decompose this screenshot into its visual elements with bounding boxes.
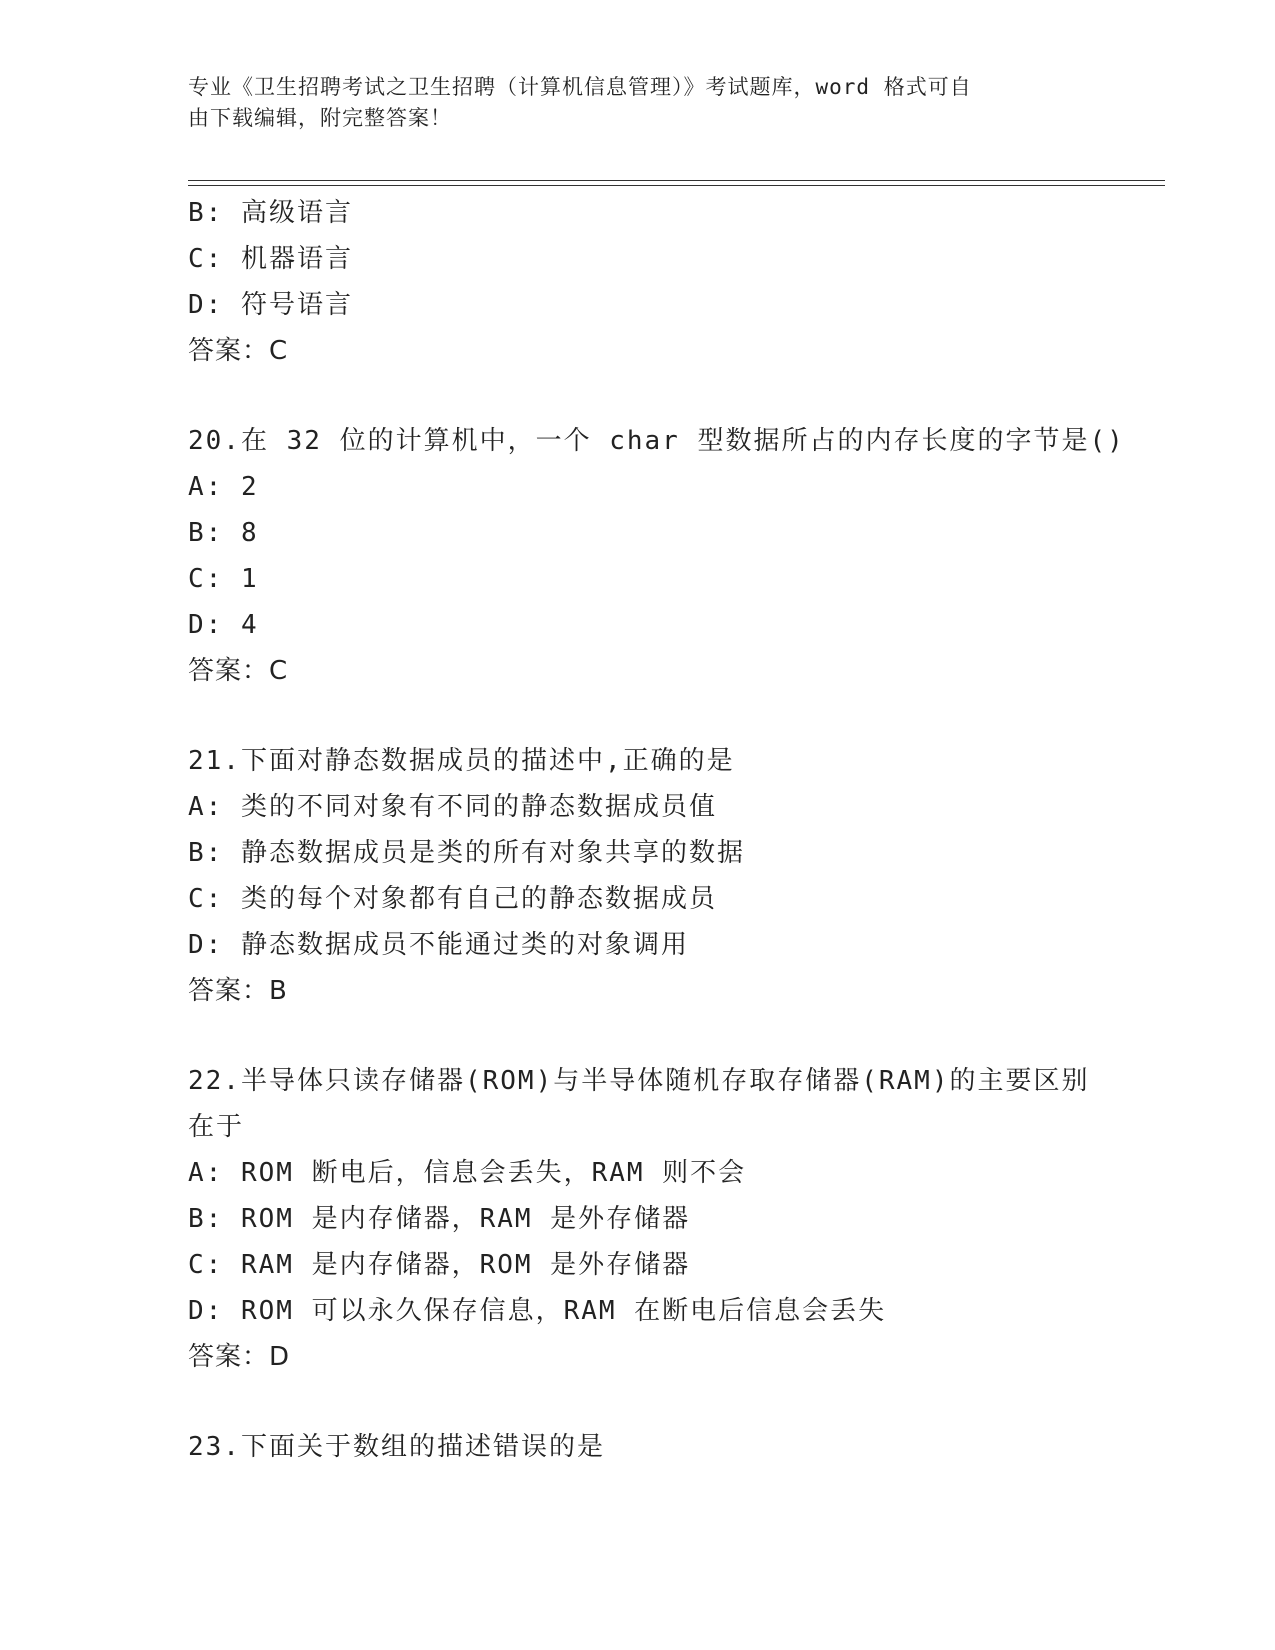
header-line-1: 专业《卫生招聘考试之卫生招聘（计算机信息管理）》考试题库，word 格式可自 bbox=[188, 75, 972, 99]
header-line-2: 由下载编辑，附完整答案！ bbox=[188, 106, 452, 130]
answer: 答案：D bbox=[188, 1342, 291, 1372]
option-b: B: ROM 是内存储器，RAM 是外存储器 bbox=[188, 1204, 691, 1234]
option-d: D: 静态数据成员不能通过类的对象调用 bbox=[188, 930, 689, 960]
option-b: B: 静态数据成员是类的所有对象共享的数据 bbox=[188, 838, 745, 868]
question-23 bbox=[188, 1424, 1088, 1470]
option-c: C: 1 bbox=[188, 564, 259, 594]
header-rule-bottom bbox=[188, 185, 1165, 186]
header-rule-top bbox=[188, 180, 1165, 181]
question-stem: 20.在 32 位的计算机中，一个 char 型数据所占的内存长度的字节是() bbox=[188, 426, 1125, 456]
option-b: B: 8 bbox=[188, 518, 259, 548]
answer: 答案：C bbox=[188, 656, 289, 686]
document-header bbox=[188, 72, 1068, 134]
question-stem-line-2: 在于 bbox=[188, 1112, 245, 1142]
option-b: B: 高级语言 bbox=[188, 198, 353, 228]
question-21 bbox=[188, 738, 1088, 1014]
question-20 bbox=[188, 418, 1125, 694]
option-d: D: 4 bbox=[188, 610, 259, 640]
question-stem-line-1: 22.半导体只读存储器(ROM)与半导体随机存取存储器(RAM)的主要区别 bbox=[188, 1066, 1090, 1096]
option-c: C: RAM 是内存储器，ROM 是外存储器 bbox=[188, 1250, 691, 1280]
option-c: C: 类的每个对象都有自己的静态数据成员 bbox=[188, 884, 717, 914]
question-19 bbox=[188, 190, 1088, 374]
option-c: C: 机器语言 bbox=[188, 244, 353, 274]
question-22 bbox=[188, 1058, 1088, 1380]
option-a: A: 2 bbox=[188, 472, 259, 502]
option-a: A: ROM 断电后，信息会丢失，RAM 则不会 bbox=[188, 1158, 747, 1188]
option-a: A: 类的不同对象有不同的静态数据成员值 bbox=[188, 792, 717, 822]
option-d: D: ROM 可以永久保存信息，RAM 在断电后信息会丢失 bbox=[188, 1296, 887, 1326]
question-list bbox=[188, 190, 1125, 1470]
option-d: D: 符号语言 bbox=[188, 290, 353, 320]
answer: 答案：B bbox=[188, 976, 288, 1006]
question-stem: 21.下面对静态数据成员的描述中,正确的是 bbox=[188, 746, 735, 776]
answer: 答案：C bbox=[188, 336, 289, 366]
question-stem: 23.下面关于数组的描述错误的是 bbox=[188, 1432, 605, 1462]
